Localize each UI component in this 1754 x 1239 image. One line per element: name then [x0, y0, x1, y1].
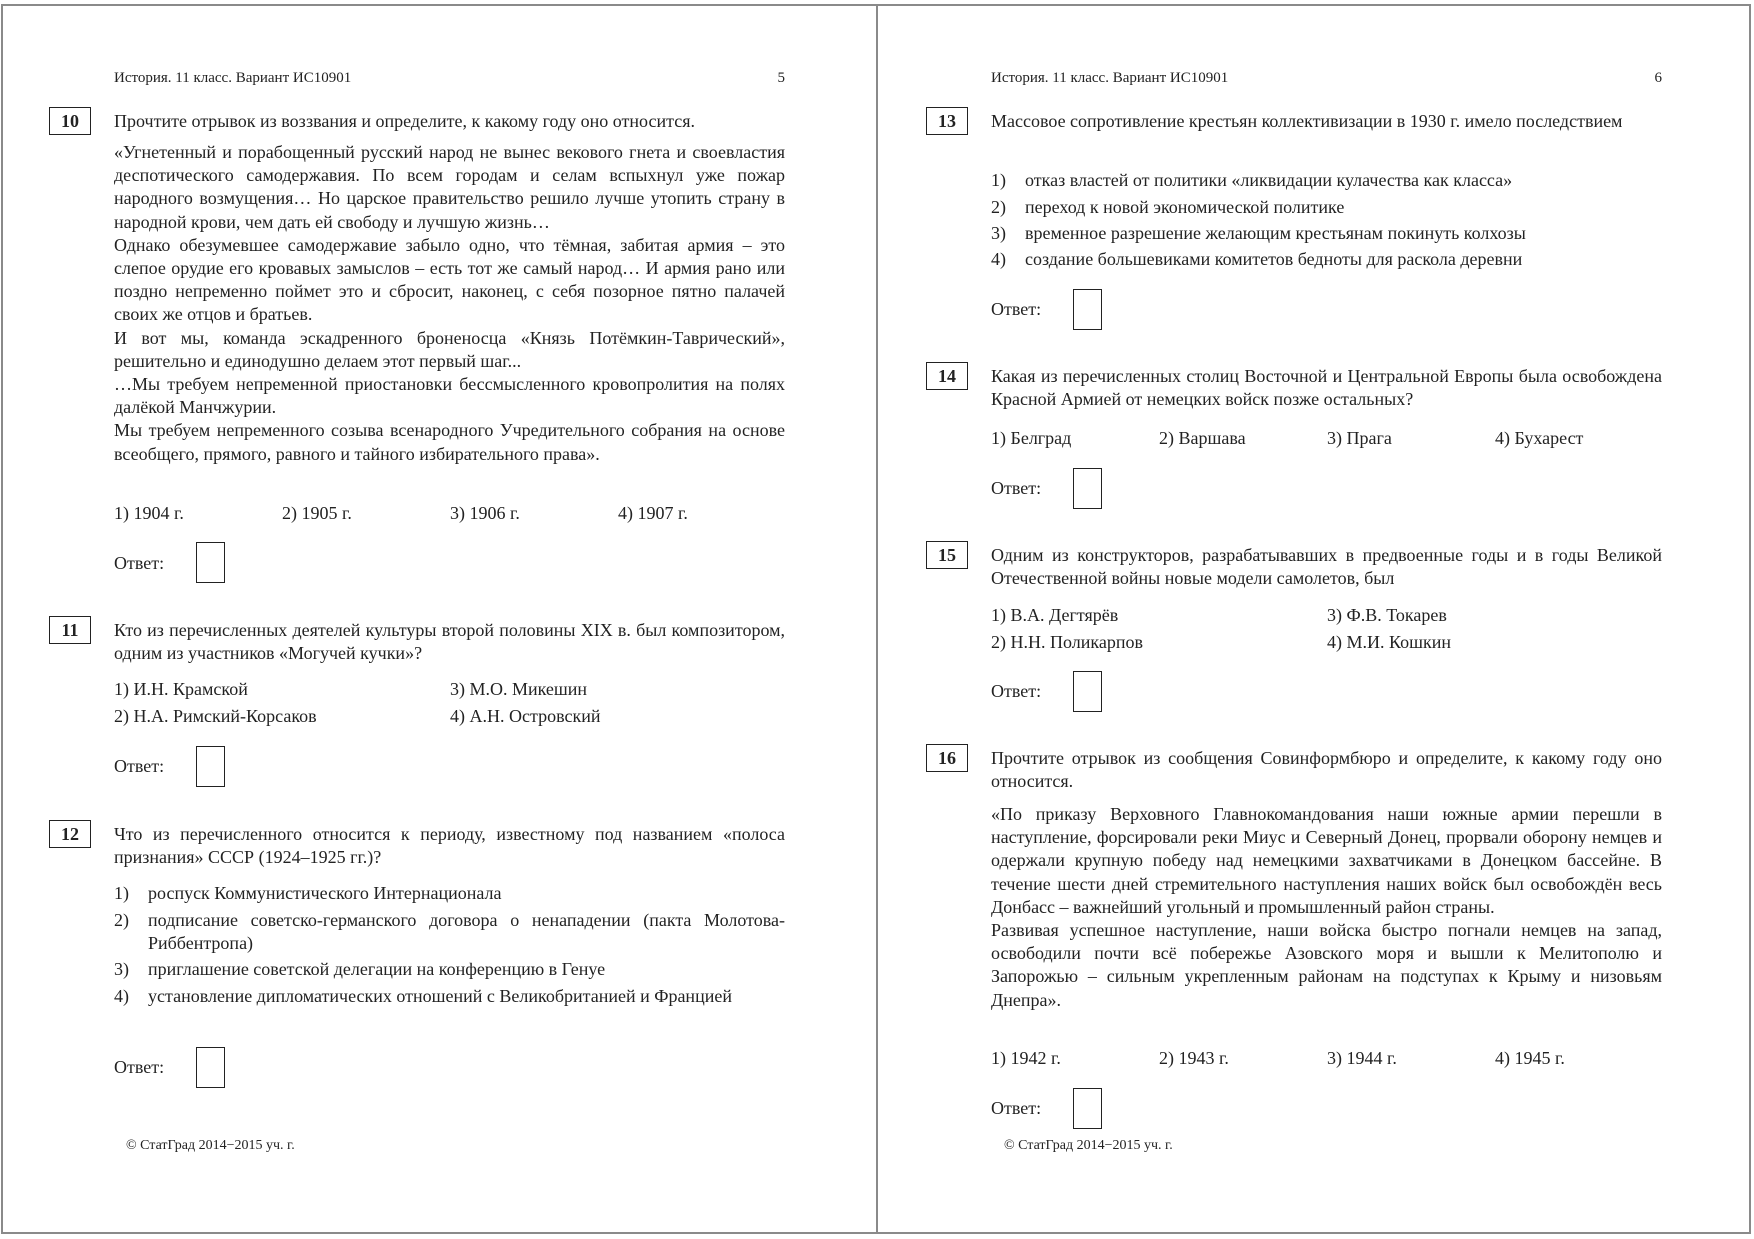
option-1: 1) Белград	[991, 428, 1072, 448]
option-text: переход к новой экономической политике	[1025, 197, 1345, 217]
option-2: 2) Н.А. Римский-Корсаков	[114, 706, 317, 726]
answer-label: Ответ:	[114, 1057, 165, 1077]
answer-box-14[interactable]	[1073, 468, 1102, 509]
option-text: отказ властей от политики «ликвидации кулачества как класса»	[1025, 170, 1513, 190]
option-3: 3) 1906 г.	[450, 503, 520, 523]
question-number-12: 12	[49, 820, 91, 848]
answer-box-10[interactable]	[196, 542, 225, 583]
option-3: 3) Прага	[1327, 428, 1392, 448]
question-number-14: 14	[926, 362, 968, 390]
question-14-text: Какая из перечисленных столиц Восточной и Центральной Европы была освобождена Красной Армией от немецких войск позже остальных?	[991, 366, 1662, 410]
option-3: 3) М.О. Микешин	[450, 679, 588, 699]
question-12-option-3	[114, 958, 785, 981]
option-2: 2) Варшава	[1159, 428, 1246, 448]
option-number: 3)	[991, 223, 1006, 243]
answer-label: Ответ:	[991, 478, 1042, 498]
quote-paragraph: «По приказу Верховного Главнокомандования наши южные армии перешли в наступление, форсировали реки Миус и Северный Донец, прорвали оборону немцев и одержали крупную победу над немецкими захватчиками в Донецком бассейне. В течение шести дней стремительного наступления наших войск был освобождён весь Донбасс – важнейший угольный и промышленный район страны.	[991, 804, 1662, 917]
question-11-text: Кто из перечисленных деятелей культуры второй половины XIX в. был композитором, одним из участников «Могучей кучки»?	[114, 620, 785, 664]
answer-label: Ответ:	[991, 681, 1042, 701]
question-14-options	[991, 427, 1662, 451]
option-3: 3) Ф.В. Токарев	[1327, 605, 1447, 625]
answer-box-13[interactable]	[1073, 289, 1102, 330]
quote-paragraph: Развивая успешное наступление, наши войска быстро погнали немцев на запад, освободили почти всё побережье Азовского моря и вышли к Мелитополю и Запорожью – сильным укрепленным районам на подступах к Крыму и низовьям Днепра».	[991, 920, 1662, 1010]
question-number-16: 16	[926, 744, 968, 772]
option-text: временное разрешение желающим крестьянам покинуть колхозы	[1025, 223, 1526, 243]
option-1: 1) 1942 г.	[991, 1048, 1061, 1068]
answer-box-11[interactable]	[196, 746, 225, 787]
option-text: создание большевиками комитетов бедноты для раскола деревни	[1025, 249, 1523, 269]
option-2: 2) Н.Н. Поликарпов	[991, 632, 1143, 652]
question-16-text: Прочтите отрывок из сообщения Совинформбюро и определите, к какому году оно относится.	[991, 748, 1662, 792]
question-13-text: Массовое сопротивление крестьян коллективизации в 1930 г. имело последствием	[991, 111, 1623, 131]
question-12-text: Что из перечисленного относится к периоду, известному под названием «полоса признания» СССР (1924–1925 гг.)?	[114, 824, 785, 868]
answer-label: Ответ:	[991, 1098, 1042, 1118]
question-11-options-row1	[114, 678, 785, 702]
question-number-13: 13	[926, 107, 968, 135]
question-13-option-3	[991, 222, 1662, 245]
option-4: 4) 1907 г.	[618, 503, 688, 523]
page-number: 6	[1654, 70, 1662, 86]
question-13-option-2	[991, 196, 1662, 219]
question-16-options	[991, 1047, 1662, 1071]
answer-box-15[interactable]	[1073, 671, 1102, 712]
question-13-option-4	[991, 248, 1662, 271]
option-3: 3) 1944 г.	[1327, 1048, 1397, 1068]
question-number-15: 15	[926, 541, 968, 569]
question-10-options	[114, 502, 785, 526]
header-title: История. 11 класс. Вариант ИС10901	[114, 70, 352, 86]
quote-paragraph: Мы требуем непременного созыва всенародного Учредительного собрания на основе всеобщего, прямого, равного и тайного избирательного права».	[114, 420, 785, 464]
question-12-option-4	[114, 985, 785, 1008]
page-header	[114, 68, 785, 88]
question-10-quote	[114, 141, 785, 466]
answer-label: Ответ:	[114, 756, 165, 776]
answer-label: Ответ:	[991, 299, 1042, 319]
question-12-option-2	[114, 909, 785, 955]
option-1: 1) 1904 г.	[114, 503, 184, 523]
question-15-options-row2	[991, 631, 1662, 655]
option-text: приглашение советской делегации на конференцию в Генуе	[148, 959, 606, 979]
option-1: 1) И.Н. Крамской	[114, 679, 248, 699]
option-number: 4)	[114, 986, 129, 1006]
page-6	[877, 0, 1754, 1239]
option-number: 3)	[114, 959, 129, 979]
option-number: 1)	[114, 883, 129, 903]
quote-paragraph: И вот мы, команда эскадренного броненосца «Князь Потёмкин-Таврический», решительно и единодушно делаем этот первый шаг...	[114, 327, 785, 371]
copyright-footer: © СтатГрад 2014−2015 уч. г.	[1004, 1138, 1173, 1153]
question-15-text: Одним из конструкторов, разрабатывавших в предвоенные годы и в годы Великой Отечественной войны новые модели самолетов, был	[991, 545, 1662, 589]
option-number: 1)	[991, 170, 1006, 190]
question-15-options-row1	[991, 604, 1662, 628]
quote-paragraph: …Мы требуем непременной приостановки бессмысленного кровопролития на полях далёкой Манчжурии.	[114, 374, 785, 418]
answer-label: Ответ:	[114, 553, 165, 573]
header-title: История. 11 класс. Вариант ИС10901	[991, 70, 1229, 86]
question-12-option-1	[114, 882, 785, 905]
option-4: 4) 1945 г.	[1495, 1048, 1565, 1068]
option-number: 2)	[991, 197, 1006, 217]
answer-box-16[interactable]	[1073, 1088, 1102, 1129]
question-13-option-1	[991, 169, 1662, 192]
option-number: 4)	[991, 249, 1006, 269]
option-text: подписание советско-германского договора о ненападении (пакта Молотова-Риббентропа)	[148, 910, 785, 954]
option-1: 1) В.А. Дегтярёв	[991, 605, 1119, 625]
copyright-footer: © СтатГрад 2014−2015 уч. г.	[126, 1138, 295, 1153]
option-2: 2) 1943 г.	[1159, 1048, 1229, 1068]
question-number-11: 11	[49, 616, 91, 644]
quote-paragraph: Однако обезумевшее самодержавие забыло одно, что тёмная, забитая армия – это слепое орудие его кровавых замыслов – есть тот же самый народ… И армия рано или поздно непременно поймет это и сбросит, наконец, с себя позорное пятно палачей своих же отцов и братьев.	[114, 234, 785, 325]
option-2: 2) 1905 г.	[282, 503, 352, 523]
option-4: 4) А.Н. Островский	[450, 706, 601, 726]
quote-paragraph: «Угнетенный и порабощенный русский народ не вынес векового гнета и своевластия деспотического самодержавия. По всем городам и селам вспыхнул уже пожар народного возмущения… Но царское правительство решило лучше утопить страну в народной крови, чем дать ей свободу и лучшую жизнь…	[114, 142, 785, 232]
answer-box-12[interactable]	[196, 1047, 225, 1088]
question-10-text: Прочтите отрывок из воззвания и определите, к какому году оно относится.	[114, 111, 695, 131]
question-number-10: 10	[49, 107, 91, 135]
question-16-quote	[991, 803, 1662, 1012]
page-number: 5	[777, 70, 785, 86]
option-number: 2)	[114, 910, 129, 930]
option-4: 4) Бухарест	[1495, 428, 1584, 448]
option-text: роспуск Коммунистического Интернационала	[148, 883, 502, 903]
page-header	[991, 68, 1662, 88]
question-11-options-row2	[114, 705, 785, 729]
option-4: 4) М.И. Кошкин	[1327, 632, 1451, 652]
option-text: установление дипломатических отношений с Великобританией и Францией	[148, 986, 732, 1006]
